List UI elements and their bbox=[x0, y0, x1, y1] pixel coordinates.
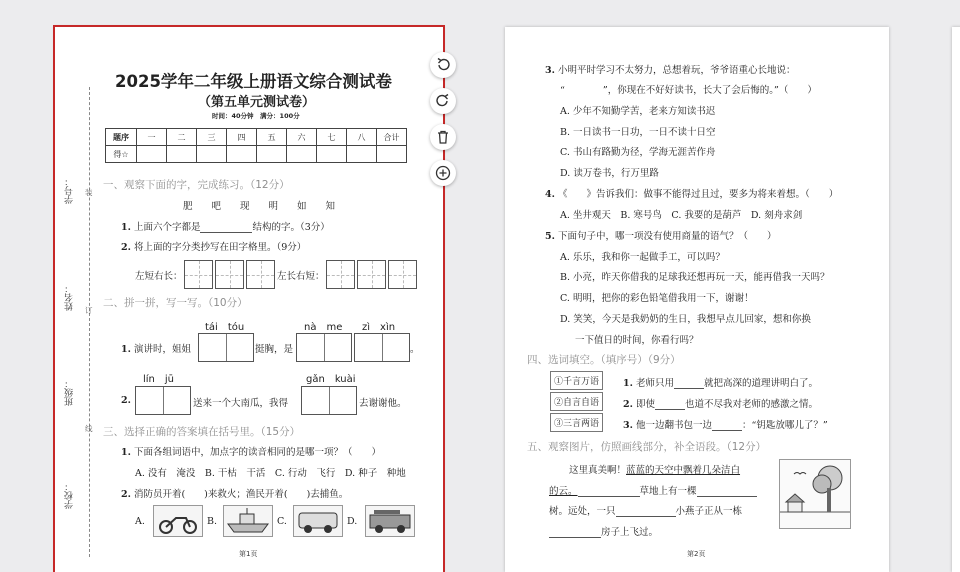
pinyin-answer-box[interactable] bbox=[301, 386, 357, 415]
rotate-left-button[interactable] bbox=[430, 52, 456, 78]
question-1-2: 2. 将上面的字分类抄写在田字格里。（9分） bbox=[121, 242, 307, 253]
word-choice-3: ③三言两语 bbox=[550, 413, 603, 432]
score-cell[interactable] bbox=[257, 146, 287, 163]
paragraph-line-1: 这里真美啊！蓝蓝的天空中飘着几朵洁白 bbox=[569, 465, 741, 476]
question-3-1: 1. 下面各组词语中，加点字的读音相同的是哪一项？（ ） bbox=[121, 447, 381, 458]
delete-page-button[interactable] bbox=[430, 124, 456, 150]
question-2-1-mid: 挺胸，是 bbox=[255, 344, 294, 355]
option-a-label: A. bbox=[135, 516, 145, 527]
pinyin-linju: lín jū bbox=[143, 374, 175, 385]
section-3-title: 三、选择正确的答案填在括号里。（15分） bbox=[103, 426, 301, 438]
pinyin-name: nà me bbox=[304, 322, 343, 333]
score-header-cell: 四 bbox=[227, 129, 257, 146]
question-4-1: 1. 老师只用 就把高深的道理讲明白了。 bbox=[623, 378, 818, 389]
score-row-label: 得☆ bbox=[106, 146, 137, 163]
score-cell[interactable] bbox=[377, 146, 407, 163]
pinyin-answer-box[interactable] bbox=[198, 333, 254, 362]
q5-option-d-cont: 一下值日的时间，你看行吗？ bbox=[575, 335, 699, 346]
q4-options: A. 坐井观天 B. 寒号鸟 C. 我要的是葫芦 D. 刻舟求剑 bbox=[560, 210, 803, 221]
boat-icon bbox=[223, 505, 273, 537]
q5-option-b: B. 小亮，昨天你借我的足球我还想再玩一天，能再借我一天吗？ bbox=[560, 272, 830, 283]
score-cell[interactable] bbox=[137, 146, 167, 163]
rotate-left-icon bbox=[435, 57, 451, 73]
section-4-title: 四、选词填空。（填序号）（9分） bbox=[527, 354, 681, 366]
paragraph-line-3: 树。远处，一只 小燕子正从一栋 bbox=[549, 506, 743, 517]
question-2-1: 1. 演讲时，姐姐 bbox=[121, 344, 191, 355]
plus-circle-icon bbox=[435, 165, 451, 181]
binding-mark-2: 订 bbox=[85, 306, 93, 315]
score-header-cell: 五 bbox=[257, 129, 287, 146]
q5-option-c: C. 明明，把你的彩色铅笔借我用一下，谢谢！ bbox=[560, 293, 754, 304]
rotate-right-icon bbox=[435, 93, 451, 109]
paragraph-line-2: 的云。 草地上有一棵 bbox=[549, 483, 757, 497]
page-number: 第2页 bbox=[687, 550, 706, 558]
page-title: 2025学年二年级上册语文综合测试卷 bbox=[115, 72, 392, 91]
writing-grid-cell[interactable] bbox=[184, 260, 213, 289]
question-3-3: 3. 小明平时学习不太努力，总想着玩，爷爷语重心长地说： bbox=[545, 65, 796, 76]
writing-grid-cell[interactable] bbox=[388, 260, 417, 289]
word-choice-1: ①千言万语 bbox=[550, 371, 603, 390]
score-cell[interactable] bbox=[347, 146, 377, 163]
option-c-label: C. bbox=[277, 516, 287, 527]
question-2-2-end: 去谢谢他。 bbox=[359, 398, 407, 409]
score-table bbox=[105, 128, 407, 163]
class-label: 班级： bbox=[65, 379, 75, 406]
question-3-3-cont: “ ”，你现在不好好读书，长大了会后悔的。”（ ） bbox=[560, 85, 817, 96]
question-3-2: 2. 消防员开着( )来救火；渔民开着( )去捕鱼。 bbox=[121, 489, 349, 500]
motorcycle-icon bbox=[153, 505, 203, 537]
pinyin-zixin: zì xìn bbox=[362, 322, 396, 333]
pinyin-taitou: tái tóu bbox=[205, 322, 245, 333]
q3-option-d: D. 读万卷书，行万里路 bbox=[560, 168, 659, 179]
score-header-cell: 合计 bbox=[377, 129, 407, 146]
question-3-4: 4. 《 》告诉我们：做事不能得过且过，要多为将来着想。（ ） bbox=[545, 189, 839, 200]
score-cell[interactable] bbox=[197, 146, 227, 163]
name-label: 姓名： bbox=[65, 284, 75, 311]
left-short-right-long-label: 左短右长： bbox=[135, 271, 183, 282]
question-2-2: 送来一个大南瓜，我得 bbox=[193, 398, 289, 409]
question-4-3: 3. 他一边翻书包一边 ：“钥匙放哪儿了？” bbox=[623, 420, 828, 431]
section-5-title: 五、观察图片，仿照画线部分，补全语段。（12分） bbox=[527, 441, 767, 453]
question-3-5: 5. 下面句子中，哪一项没有使用商量的语气？（ ） bbox=[545, 231, 777, 242]
q5-option-a: A. 乐乐，我和你一起做手工，可以吗？ bbox=[560, 252, 725, 263]
score-header-cell: 八 bbox=[347, 129, 377, 146]
q3-option-b: B. 一日读书一日功，一日不读十日空 bbox=[560, 127, 716, 138]
score-header-cell: 二 bbox=[167, 129, 197, 146]
left-long-right-short-label: 左长右短： bbox=[277, 271, 325, 282]
option-b-label: B. bbox=[207, 516, 218, 527]
pinyin-answer-box[interactable] bbox=[354, 333, 410, 362]
rotate-right-button[interactable] bbox=[430, 88, 456, 114]
word-choice-2: ②自言自语 bbox=[550, 392, 603, 411]
binding-mark-3: 线 bbox=[85, 424, 93, 433]
van-icon bbox=[293, 505, 343, 537]
pinyin-answer-box[interactable] bbox=[296, 333, 352, 362]
page-1 bbox=[55, 27, 443, 572]
question-2-2-num: 2. bbox=[121, 395, 131, 406]
question-2-1-end: 。 bbox=[410, 344, 420, 355]
score-header-cell: 题序 bbox=[106, 129, 137, 146]
question-1-1: 1. 上面六个字都是 结构的字。（3分） bbox=[121, 222, 330, 233]
score-cell[interactable] bbox=[167, 146, 197, 163]
section-2-title: 二、拼一拼，写一写。（10分） bbox=[103, 297, 248, 309]
writing-grid-cell[interactable] bbox=[246, 260, 275, 289]
writing-grid-cell[interactable] bbox=[357, 260, 386, 289]
score-header-cell: 六 bbox=[287, 129, 317, 146]
page-3-edge bbox=[952, 27, 960, 572]
q3-option-a: A. 少年不知勤学苦，老来方知读书迟 bbox=[560, 106, 716, 117]
score-header-cell: 一 bbox=[137, 129, 167, 146]
question-4-2: 2. 即使 也道不尽我对老师的感激之情。 bbox=[623, 399, 818, 410]
score-header-cell: 三 bbox=[197, 129, 227, 146]
pinyin-gankuai: gǎn kuài bbox=[306, 374, 356, 385]
option-d-label: D. bbox=[347, 516, 358, 527]
question-3-1-options: A. 没有 淹没 B. 干枯 干活 C. 行动 飞行 D. 种子 种地 bbox=[135, 468, 406, 479]
student-id-label: 学号： bbox=[65, 177, 75, 204]
fire-truck-icon bbox=[365, 505, 415, 537]
score-cell[interactable] bbox=[287, 146, 317, 163]
page-2 bbox=[505, 27, 889, 572]
school-label: 学校： bbox=[65, 482, 75, 509]
binding-line bbox=[89, 87, 90, 557]
pinyin-answer-box[interactable] bbox=[135, 386, 191, 415]
q3-option-c: C. 书山有路勤为径，学海无涯苦作舟 bbox=[560, 147, 716, 158]
exam-meta: 时间：40分钟 满分：100分 bbox=[212, 112, 300, 120]
paragraph-line-4: 房子上飞过。 bbox=[549, 524, 658, 538]
score-cell[interactable] bbox=[227, 146, 257, 163]
character-list: 肥 吧 现 明 如 知 bbox=[183, 201, 336, 212]
score-header-cell: 七 bbox=[317, 129, 347, 146]
trash-icon bbox=[435, 129, 451, 145]
add-page-button[interactable] bbox=[430, 160, 456, 186]
score-cell[interactable] bbox=[317, 146, 347, 163]
writing-grid-cell[interactable] bbox=[215, 260, 244, 289]
binding-mark-1: 装 bbox=[85, 188, 93, 197]
page-number: 第1页 bbox=[239, 550, 258, 558]
q5-option-d: D. 笑笑，今天是我奶奶的生日，我想早点儿回家，想和你换 bbox=[560, 314, 811, 325]
scenery-tree-house-icon bbox=[779, 459, 851, 529]
page-subtitle: （第五单元测试卷） bbox=[198, 95, 316, 110]
writing-grid-cell[interactable] bbox=[326, 260, 355, 289]
section-1-title: 一、观察下面的字，完成练习。（12分） bbox=[103, 179, 290, 191]
